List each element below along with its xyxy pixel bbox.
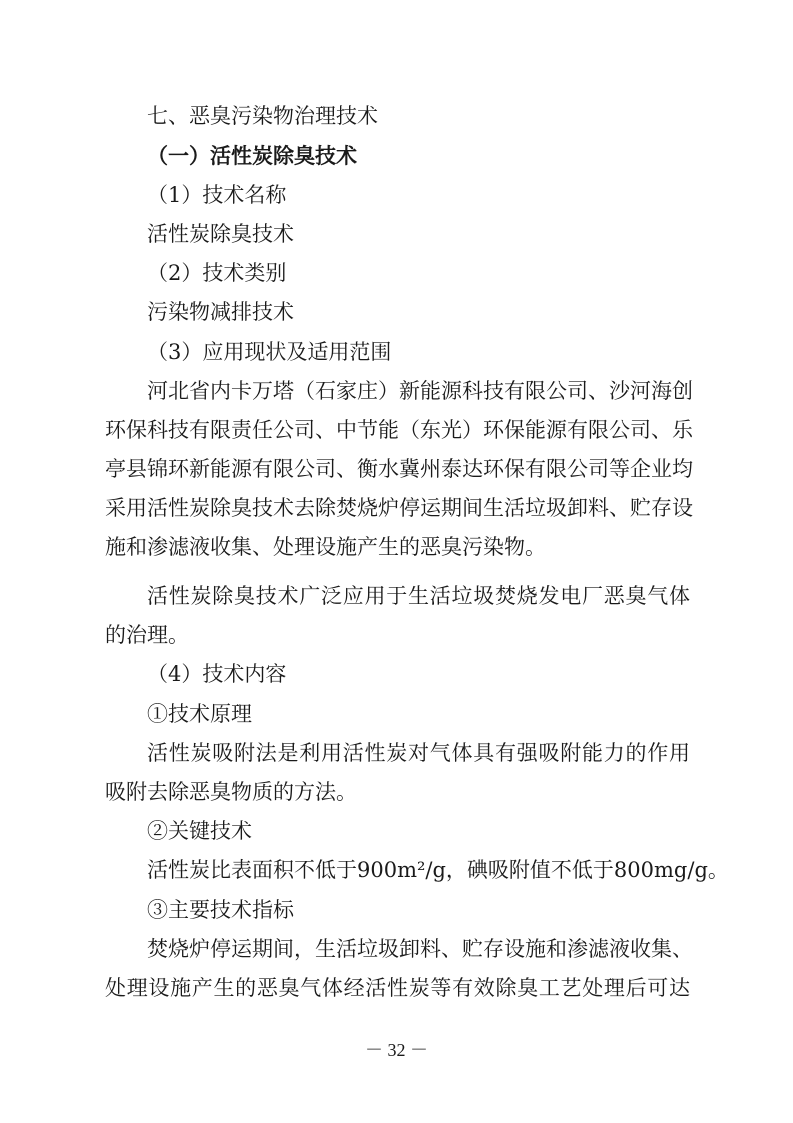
item2-label: （2）技术类别 (147, 261, 287, 285)
item2-text: 污染物减排技术 (147, 300, 294, 324)
para1-line: 施和渗滤液收集、处理设施产生的恶臭污染物。 (105, 535, 546, 559)
para1-line: 河北省内卡万塔（石家庄）新能源科技有限公司、沙河海创 (147, 379, 693, 403)
para1-line: 亭县锦环新能源有限公司、衡水冀州泰达环保有限公司等企业均 (105, 457, 693, 481)
page-number: － 32 － (365, 1040, 428, 1060)
sub3-line: 焚烧炉停运期间，生活垃圾卸料、贮存设施和渗滤液收集、 (147, 937, 693, 961)
para1-line: 环保科技有限责任公司、中节能（东光）环保能源有限公司、乐 (105, 418, 693, 442)
section-heading: 七、恶臭污染物治理技术 (147, 104, 378, 128)
sub1-line: 吸附去除恶臭物质的方法。 (105, 780, 357, 804)
item1-label: （1）技术名称 (147, 183, 287, 207)
item1-text: 活性炭除臭技术 (147, 222, 294, 246)
sub2-label: ②关键技术 (147, 819, 252, 843)
sub2-text: 活性炭比表面积不低于900m²/g，碘吸附值不低于800mg/g。 (147, 858, 729, 882)
sub3-label: ③主要技术指标 (147, 898, 294, 922)
item3-label: （3）应用现状及适用范围 (147, 340, 392, 364)
sub1-line: 活性炭吸附法是利用活性炭对气体具有强吸附能力的作用 (147, 741, 690, 765)
sub1-label: ①技术原理 (147, 702, 252, 726)
para1-line: 采用活性炭除臭技术去除焚烧炉停运期间生活垃圾卸料、贮存设 (105, 496, 693, 520)
sub3-line: 处理设施产生的恶臭气体经活性炭等有效除臭工艺处理后可达 (105, 976, 690, 1000)
para2-line: 活性炭除臭技术广泛应用于生活垃圾焚烧发电厂恶臭气体 (147, 584, 690, 608)
para2-line: 的治理。 (105, 623, 189, 647)
subsection-heading: （一）活性炭除臭技术 (147, 144, 357, 168)
item4-label: （4）技术内容 (147, 662, 287, 686)
